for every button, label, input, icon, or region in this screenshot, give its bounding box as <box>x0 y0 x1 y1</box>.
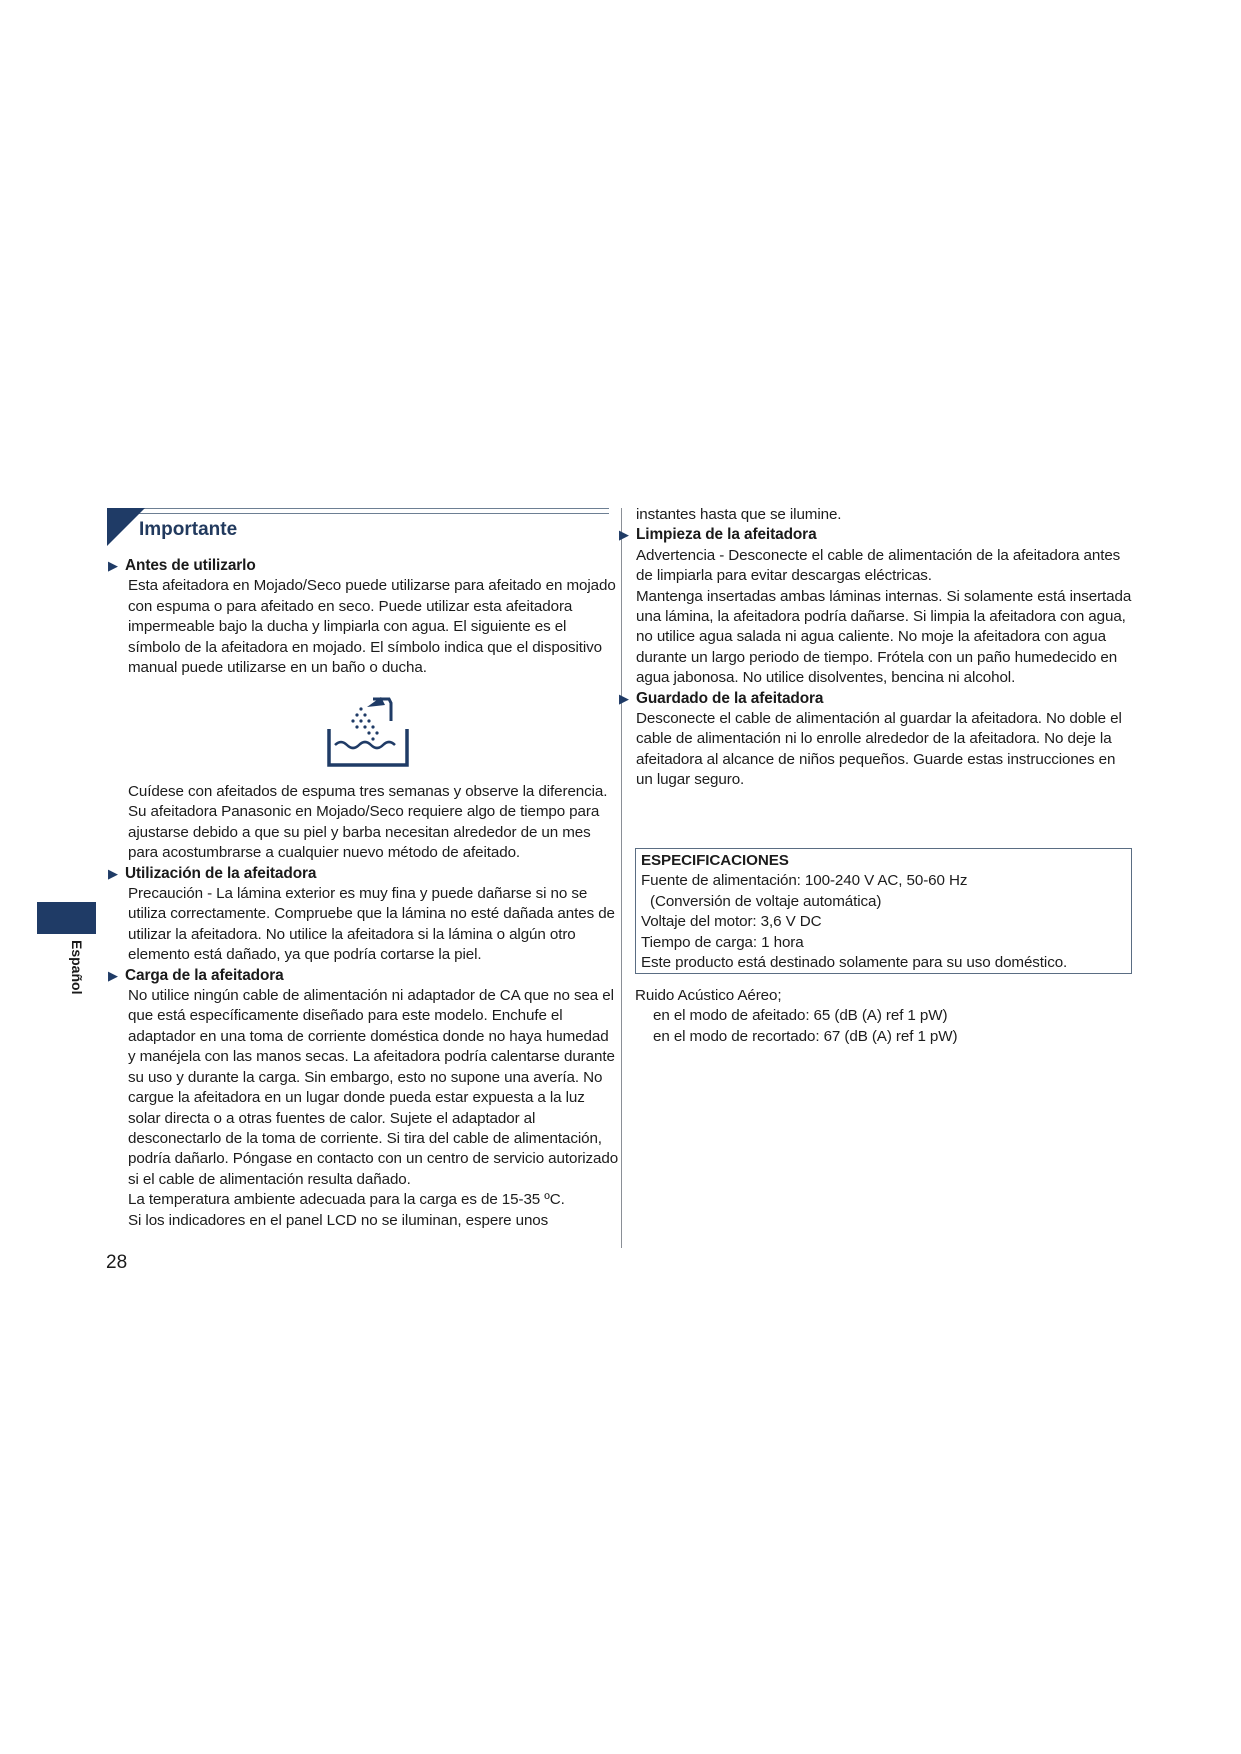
spec-motor: Voltaje del motor: 3,6 V DC <box>641 913 822 931</box>
spec-charge: Tiempo de carga: 1 hora <box>641 933 804 951</box>
paragraph-antes: Esta afeitadora en Mojado/Seco puede utilizarse para afeitado en mojado con espuma o para afeitado en seco. Puede utilizar esta afeitadora impermeable bajo la ducha y limpiarla con agua. El siguiente es el símbolo de la afeitadora en mojado. El símbolo indica que el dispositivo manual puede utilizarse en un baño o ducha. <box>128 577 616 677</box>
specifications-box <box>635 848 1132 974</box>
paragraph-guardado: Desconecte el cable de alimentación al guardar la afeitadora. No doble el cable de alimentación ni lo enrolle alrededor de la afeitadora. No deje la afeitadora al alcance de niños pequeños. Guarde estas instrucciones en un lugar seguro. <box>636 710 1122 789</box>
page-number: 28 <box>106 1252 128 1273</box>
column-divider <box>621 508 622 1248</box>
paragraph-lcd: Si los indicadores en el panel LCD no se iluminan, espere unos <box>128 1211 549 1229</box>
header-rule-top <box>108 508 609 509</box>
noise-trim: en el modo de recortado: 67 (dB (A) ref 1 pW) <box>653 1027 958 1045</box>
right-column-top <box>619 505 1136 791</box>
heading-text: Utilización de la afeitadora <box>125 864 317 882</box>
section-heading-utilizacion <box>108 864 620 884</box>
noise-title: Ruido Acústico Aéreo; <box>635 987 782 1004</box>
noise-shave: en el modo de afeitado: 65 (dB (A) ref 1 pW) <box>653 1007 948 1025</box>
language-tab-label: Español <box>69 940 85 995</box>
heading-text: Limpieza de la afeitadora <box>636 526 817 544</box>
triangle-right-icon: ▶ <box>108 865 118 881</box>
heading-text: Antes de utilizarlo <box>125 557 256 574</box>
section-heading-limpieza <box>619 525 1136 545</box>
section-heading-antes <box>108 556 618 576</box>
header-rule-bottom <box>126 513 609 514</box>
paragraph-continuation: instantes hasta que se ilumine. <box>636 506 842 523</box>
noise-info <box>635 986 1135 1047</box>
heading-text: Guardado de la afeitadora <box>636 689 824 707</box>
section-title: Importante <box>139 519 238 540</box>
heading-text: Carga de la afeitadora <box>125 966 284 984</box>
paragraph-limpieza: Mantenga insertadas ambas láminas internas. Si solamente está insertada una lámina, la afeitadora podría dañarse. Si limpia la afeitadora con agua, no utilice agua salada ni agua caliente. No moje la afeitadora con agua durante un largo periodo de tiempo. Frótela con un paño humedecido en agua jabonosa. No utilice disolventes, bencina ni alcohol. <box>636 587 1132 687</box>
triangle-right-icon: ▶ <box>108 558 118 573</box>
spec-power-note: (Conversión de voltaje automática) <box>650 892 882 910</box>
section-heading-guardado <box>619 689 1136 709</box>
paragraph-temperatura: La temperatura ambiente adecuada para la carga es de 15-35 ºC. <box>128 1191 565 1209</box>
triangle-right-icon: ▶ <box>619 690 629 706</box>
spec-domestic: Este producto está destinado solamente para su uso doméstico. <box>641 954 1068 972</box>
paragraph-limpieza-advertencia: Advertencia - Desconecte el cable de alimentación de la afeitadora antes de limpiarla para evitar descargas eléctricas. <box>636 546 1121 585</box>
spec-power: Fuente de alimentación: 100-240 V AC, 50-60 Hz <box>641 872 968 890</box>
triangle-right-icon: ▶ <box>619 527 629 543</box>
paragraph-carga: No utilice ningún cable de alimentación ni adaptador de CA que no sea el que está específicamente diseñado para este modelo. Enchufe el adaptador en una toma de corriente doméstica donde no haya humedad y manéjela con las manos secas. La afeitadora podría calentarse durante su uso y durante la carga. Sin embargo, esto no supone una avería. No cargue la afeitadora en un lugar donde pueda estar expuesta a la luz solar directa o a otras fuentes de calor. Sujete el adaptador al desconectarlo de la toma de corriente. Si tira del cable de alimentación, podría dañarlo. Póngase en contacto con un centro de servicio autorizado si el cable de alimentación resulta dañado. <box>128 987 619 1188</box>
left-column-top <box>108 556 618 678</box>
language-tab-block <box>37 902 96 934</box>
left-column-bottom <box>108 782 620 1231</box>
triangle-right-icon: ▶ <box>108 967 118 983</box>
section-heading-carga <box>108 966 620 986</box>
specifications-title: ESPECIFICACIONES <box>641 852 789 869</box>
paragraph-espuma: Cuídese con afeitados de espuma tres semanas y observe la diferencia. Su afeitadora Panasonic en Mojado/Seco requiere algo de tiempo para ajustarse debido a que su piel y barba necesitan alrededor de un mes para acostumbrarse a cualquier nuevo método de afeitado. <box>128 783 608 862</box>
paragraph-utilizacion: Precaución - La lámina exterior es muy fina y puede dañarse si no se utiliza correctamente. Compruebe que la lámina no esté dañada antes de utilizar la afeitadora. No utilice la afeitadora si la lámina o algún otro elemento está dañado, ya que podría cortarse la piel. <box>128 885 615 964</box>
shower-bath-icon <box>325 695 411 769</box>
